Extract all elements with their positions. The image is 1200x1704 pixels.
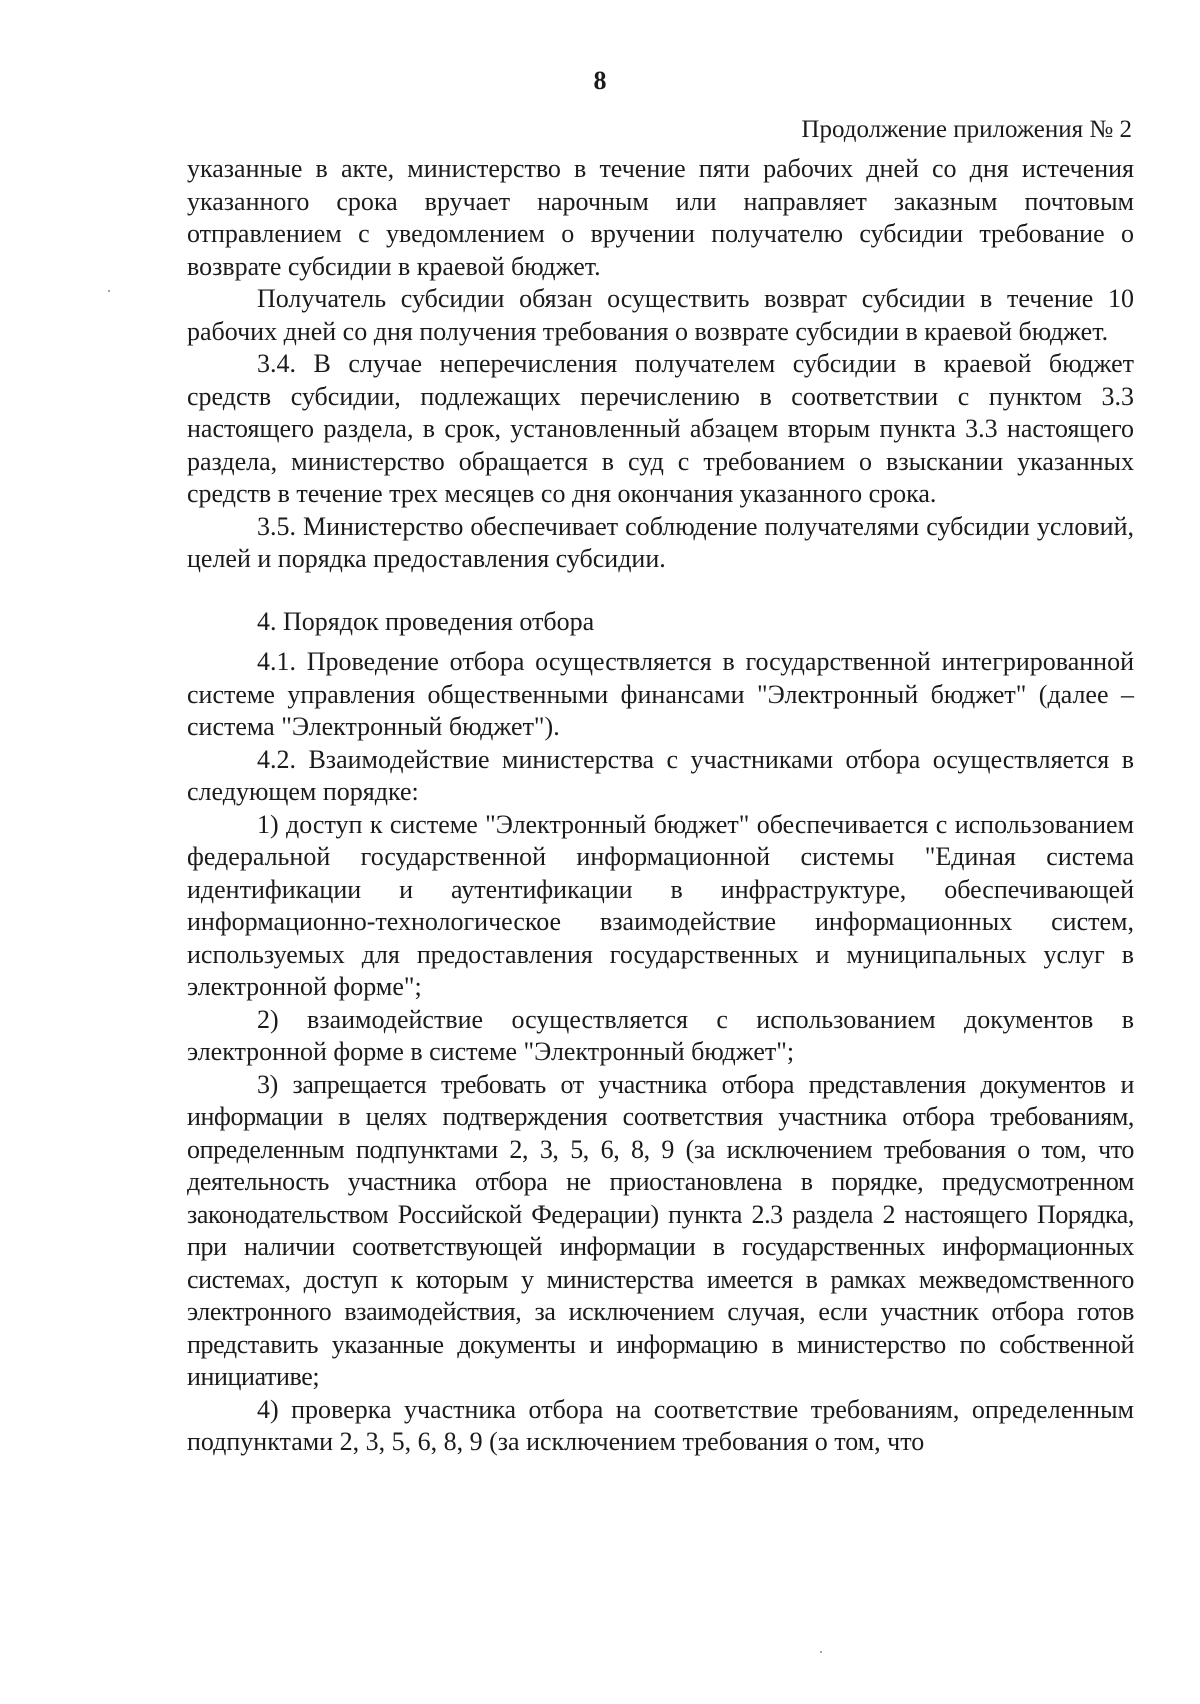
scan-speck: [820, 1651, 822, 1653]
paragraph-return-deadline: Получатель субсидии обязан осуществить возврат субсидии в течение 10 рабочих дней со дня получения требования о возврате субсидии в краевой бюджет.: [187, 284, 1134, 346]
appendix-continuation-label: Продолжение приложения № 2: [801, 116, 1132, 143]
section-heading-4: 4. Порядок проведения отбора: [257, 606, 595, 636]
page-number: 8: [593, 66, 607, 95]
paragraph-3-5: 3.5. Министерство обеспечивает соблюдение получателями субсидии условий, целей и порядка предоставления субсидии.: [187, 511, 1134, 573]
list-item-3: 3) запрещается требовать от участника отбора представления документов и информации в целях подтверждения соответствия участника отбора требованиям, определенным подпунктами 2, 3, 5, 6, 8, 9 (за исключением требования о том, что деятельность участника отбора не приостановлена в порядке, предусмотренном законодательством Российской Федерации) пункта 2.3 раздела 2 настоящего Порядка, при наличии соответствующей информации в государственных информационных системах, доступ к которым у министерства имеется в рамках межведомственного электронного взаимодействия, за исключением случая, если участник отбора готов представить указанные документы и информацию в министерство по собственной инициативе;: [187, 1069, 1134, 1391]
list-item-2: 2) взаимодействие осуществляется с использованием документов в электронной форме в системе "Электронный бюджет";: [187, 1004, 1134, 1066]
paragraph-return-requirement: указанные в акте, министерство в течение пяти рабочих дней со дня истечения указанного срока вручает нарочным или направляет заказным почтовым отправлением с уведомлением о вручении получателю субсидии требование о возврате субсидии в краевой бюджет.: [187, 154, 1134, 281]
list-item-4: 4) проверка участника отбора на соответствие требованиям, определенным подпунктами 2, 3, 5, 6, 8, 9 (за исключением требования о том, что: [187, 1394, 1134, 1456]
list-item-1: 1) доступ к системе "Электронный бюджет" обеспечивается с использованием федеральной государственной информационной системы "Единая система идентификации и аутентификации в инфраструктуре, обеспечивающей информационно-технологическое взаимодействие информационных систем, используемых для предоставления государственных и муниципальных услуг в электронной форме";: [187, 809, 1134, 1001]
scan-speck: [108, 290, 110, 292]
paragraph-3-4: 3.4. В случае неперечисления получателем субсидии в краевой бюджет средств субсидии, подлежащих перечислению в соответствии с пунктом 3.3 настоящего раздела, в срок, установленный абзацем вторым пункта 3.3 настоящего раздела, министерство обращается в суд с требованием о взыскании указанных средств в течение трех месяцев со дня окончания указанного срока.: [187, 349, 1134, 508]
document-body: [187, 153, 1134, 1459]
paragraph-4-2: 4.2. Взаимодействие министерства с участниками отбора осуществляется в следующем порядке:: [187, 744, 1134, 806]
paragraph-4-1: 4.1. Проведение отбора осуществляется в государственной интегрированной системе управления общественными финансами "Электронный бюджет" (далее – система "Электронный бюджет").: [187, 647, 1134, 741]
